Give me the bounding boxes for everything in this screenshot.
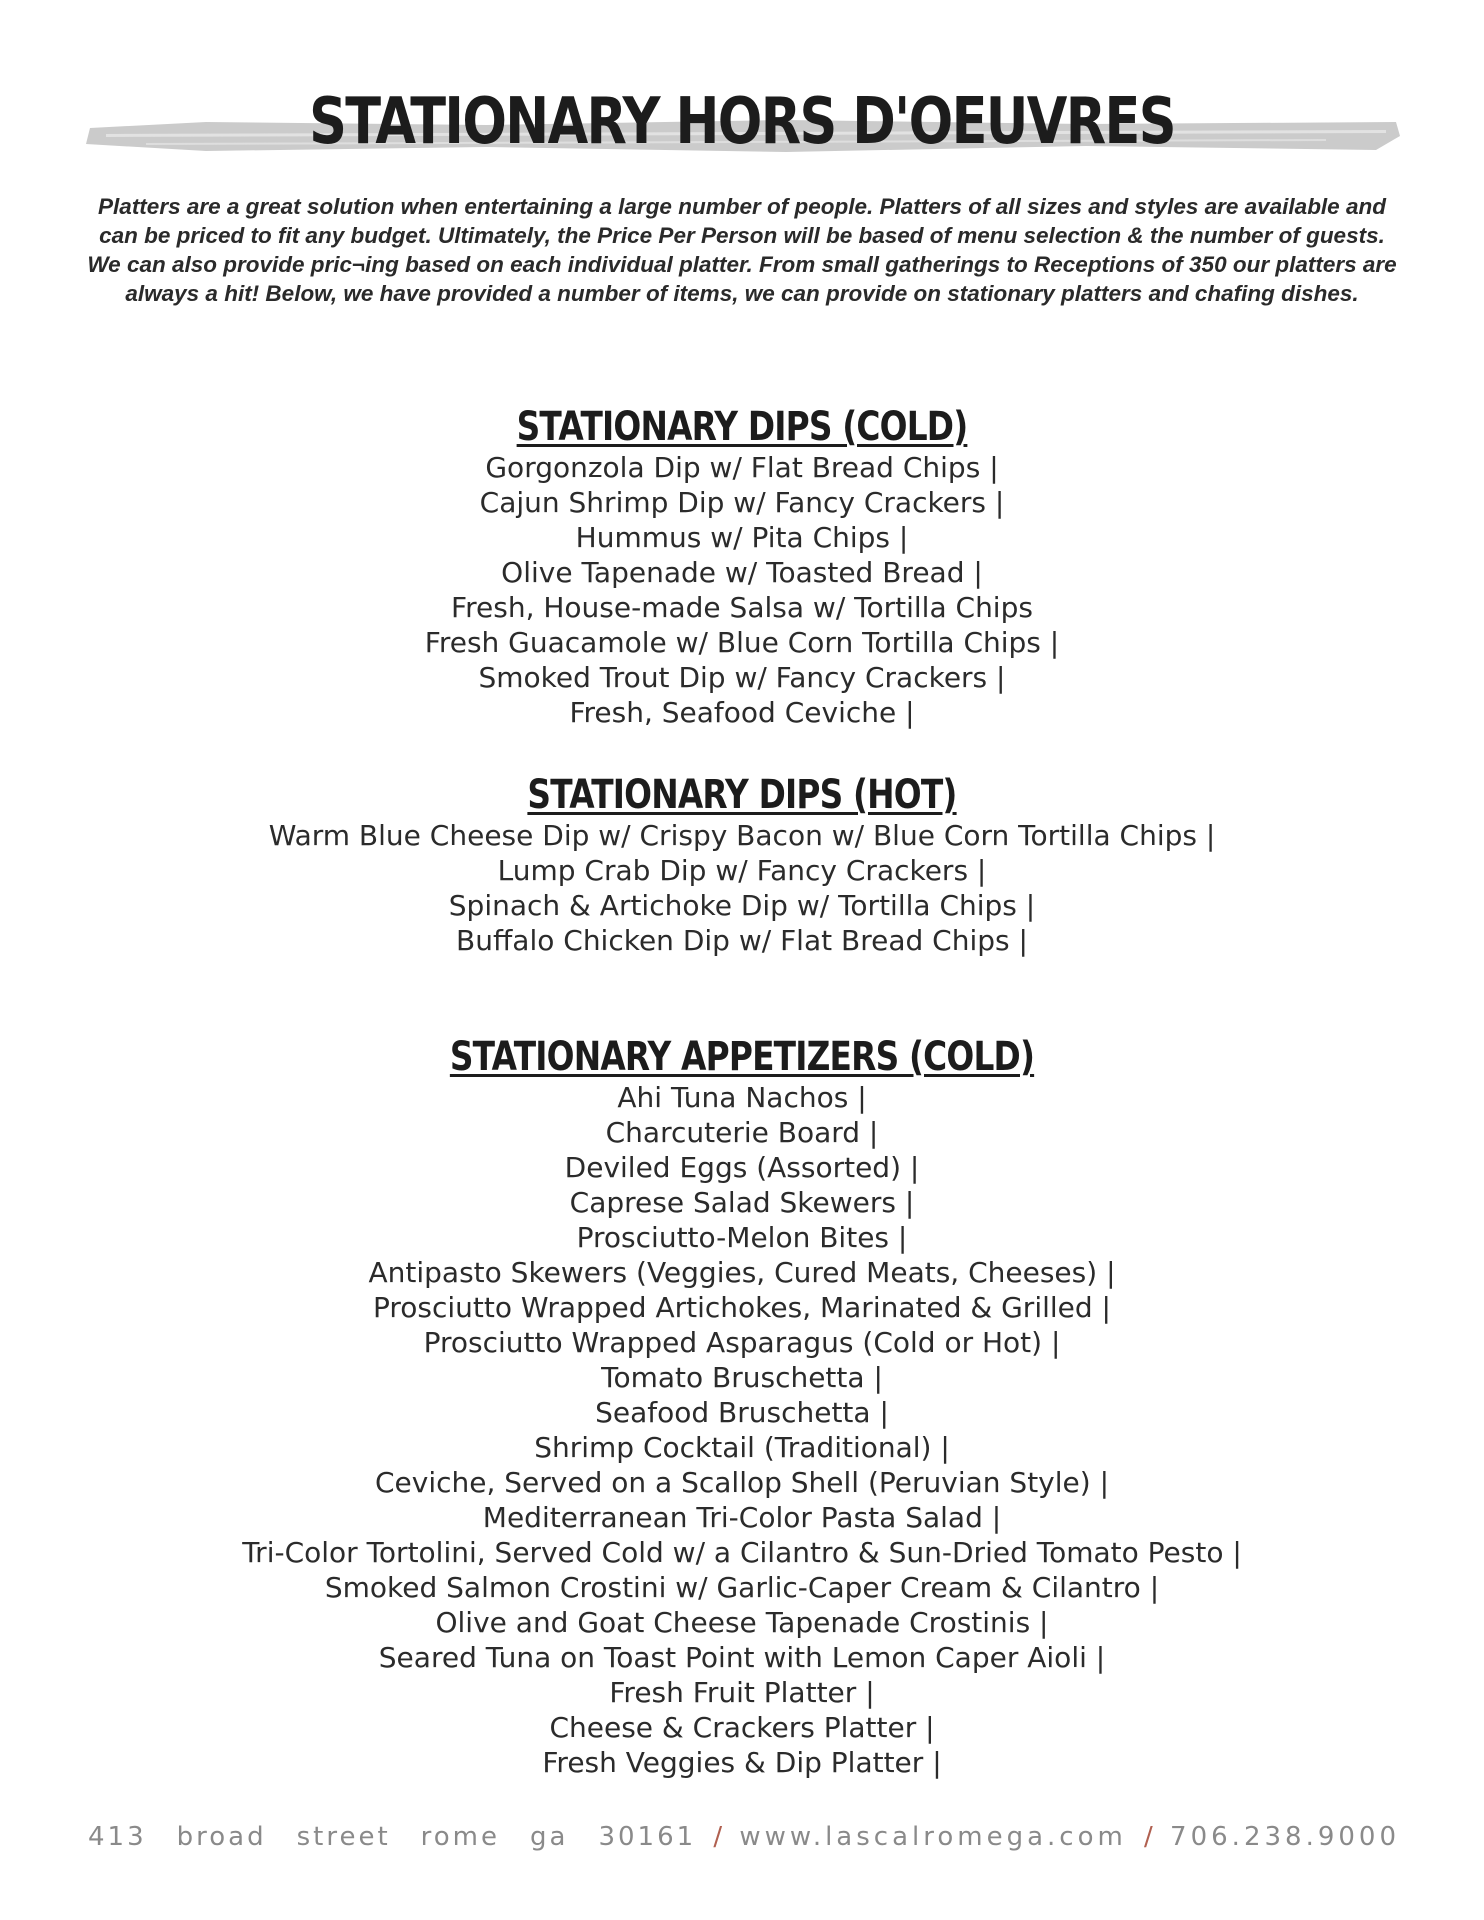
footer-phone[interactable]: 706.238.9000 (1170, 1822, 1400, 1852)
list-item: Olive Tapenade w/ Toasted Bread | (501, 556, 983, 589)
page-title: STATIONARY HORS D'OEUVRES (309, 85, 1175, 159)
list-item: Fresh, Seafood Ceviche | (569, 696, 915, 729)
list-item: Fresh, House-made Salsa w/ Tortilla Chips (451, 591, 1033, 624)
list-item: Fresh Veggies & Dip Platter | (542, 1746, 942, 1779)
list-item: Cheese & Crackers Platter | (549, 1711, 935, 1744)
list-item: Cajun Shrimp Dip w/ Fancy Crackers | (479, 486, 1005, 519)
list-item: Buffalo Chicken Dip w/ Flat Bread Chips | (456, 924, 1028, 957)
list-item: Prosciutto Wrapped Asparagus (Cold or Hot) | (423, 1326, 1061, 1359)
footer-address (88, 1822, 696, 1852)
footer-separator: / (713, 1822, 723, 1852)
item-list (0, 1080, 1484, 1780)
list-item: Mediterranean Tri-Color Pasta Salad | (482, 1501, 1002, 1534)
list-item: Tri-Color Tortolini, Served Cold w/ a Cilantro & Sun-Dried Tomato Pesto | (242, 1536, 1242, 1569)
list-item: Warm Blue Cheese Dip w/ Crispy Bacon w/ Blue Corn Tortilla Chips | (268, 819, 1216, 852)
section-heading: STATIONARY DIPS (HOT) (527, 772, 957, 818)
list-item: Antipasto Skewers (Veggies, Cured Meats, Cheeses) | (368, 1256, 1116, 1289)
item-list (0, 450, 1484, 730)
list-item: Ahi Tuna Nachos | (617, 1081, 867, 1114)
section-appetizers-cold (0, 1034, 1484, 1780)
intro-paragraph: Platters are a great solution when entertaining a large number of people. Platters of all sizes and styles are available and can be priced to fit any budget. Ultimately, the Price Per Person will be based of menu selection & the number of guests. We can also provide pric¬ing based on each individual platter. From small gatherings to Receptions of 350 our platters are always a hit! Below, we have provided a number of items, we can provide on stationary platters and chafing dishes. (87, 194, 1397, 306)
list-item: Caprese Salad Skewers | (569, 1186, 915, 1219)
list-item: Prosciutto Wrapped Artichokes, Marinated & Grilled | (373, 1291, 1111, 1324)
list-item: Ceviche, Served on a Scallop Shell (Peruvian Style) | (374, 1466, 1110, 1499)
list-item: Smoked Trout Dip w/ Fancy Crackers | (478, 661, 1006, 694)
list-item: Gorgonzola Dip w/ Flat Bread Chips | (485, 451, 999, 484)
item-list (0, 818, 1484, 958)
address-street: broad (176, 1822, 267, 1852)
section-heading: STATIONARY DIPS (COLD) (516, 404, 968, 450)
list-item: Hummus w/ Pita Chips | (575, 521, 909, 554)
list-item: Fresh Fruit Platter | (609, 1676, 875, 1709)
address-city: rome (420, 1822, 501, 1852)
footer-website[interactable]: www.lascalromega.com (739, 1822, 1127, 1852)
list-item: Olive and Goat Cheese Tapenade Crostinis | (435, 1606, 1049, 1639)
list-item: Seared Tuna on Toast Point with Lemon Caper Aioli | (378, 1641, 1106, 1674)
list-item: Shrimp Cocktail (Traditional) | (534, 1431, 950, 1464)
section-dips-cold (0, 404, 1484, 730)
list-item: Seafood Bruschetta | (595, 1396, 889, 1429)
list-item: Smoked Salmon Crostini w/ Garlic-Caper Cream & Cilantro | (324, 1571, 1160, 1604)
address-state: ga (530, 1822, 569, 1852)
list-item: Prosciutto-Melon Bites | (576, 1221, 908, 1254)
list-item: Charcuterie Board | (605, 1116, 879, 1149)
footer-separator: / (1144, 1822, 1153, 1852)
list-item: Spinach & Artichoke Dip w/ Tortilla Chips | (448, 889, 1036, 922)
address-street-type: street (296, 1822, 391, 1852)
address-number: 413 (88, 1822, 147, 1852)
section-dips-hot (0, 772, 1484, 958)
list-item: Fresh Guacamole w/ Blue Corn Tortilla Chips | (424, 626, 1060, 659)
address-zip: 30161 (598, 1822, 697, 1852)
footer (88, 1822, 1400, 1852)
list-item: Deviled Eggs (Assorted) | (564, 1151, 920, 1184)
section-heading: STATIONARY APPETIZERS (COLD) (449, 1034, 1035, 1080)
title-block (0, 80, 1484, 170)
list-item: Lump Crab Dip w/ Fancy Crackers | (497, 854, 987, 887)
list-item: Tomato Bruschetta | (601, 1361, 883, 1394)
